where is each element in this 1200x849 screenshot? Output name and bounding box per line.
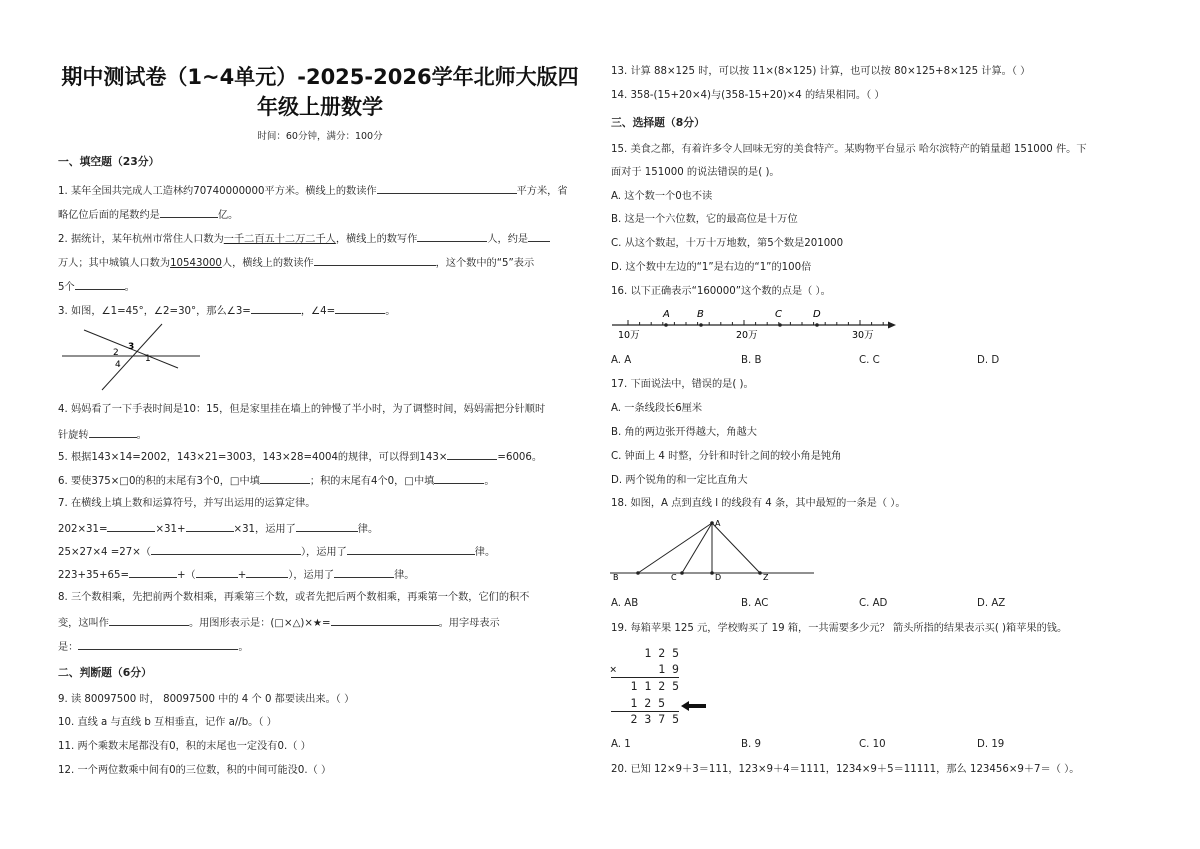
- answer-blank[interactable]: [417, 231, 487, 242]
- q17-option-b[interactable]: B. 角的两边张开得越大，角越大: [611, 427, 757, 438]
- answer-blank[interactable]: [160, 207, 218, 218]
- question-16: 16. 以下正确表示“160000”这个数的点是（ ）。: [611, 286, 831, 297]
- answer-blank[interactable]: [331, 615, 439, 626]
- q8-text-a: 8. 三个数相乘，先把前两个数相乘，再乘第三个数，或者先把后两个数相乘，再乘第一个数，它们的积不: [58, 592, 530, 603]
- question-7: [58, 497, 315, 511]
- number-line-point-b: [699, 323, 703, 327]
- q19-option-c[interactable]: C. 10: [859, 739, 886, 750]
- label-d: D: [715, 573, 722, 582]
- tick-label-30wan: 30万: [852, 330, 874, 341]
- question-13: 13. 计算 88×125 时，可以按 11×(8×125) 计算，也可以按 80×125+8×125 计算。（ ）: [611, 66, 1031, 77]
- final-product: 2 3 7 5: [630, 712, 679, 726]
- page-title-line2: 年级上册数学: [257, 95, 383, 119]
- q7-r2-text-c: 律。: [474, 547, 496, 558]
- angle-label-4: 4: [115, 360, 121, 370]
- answer-blank[interactable]: [334, 567, 394, 578]
- q16-option-c[interactable]: C. C: [859, 355, 880, 366]
- segment-ac: [682, 523, 712, 573]
- multiplier: × 1 9: [609, 662, 679, 676]
- angle-figure: [58, 322, 208, 394]
- question-3: [58, 303, 395, 319]
- label-c: C: [671, 573, 677, 582]
- answer-blank[interactable]: [107, 521, 155, 532]
- q17-option-c[interactable]: C. 钟面上 4 时整，分针和时针之间的较小角是钝角: [611, 451, 842, 462]
- q3-text-c: 。: [385, 306, 396, 317]
- segment-az: [712, 523, 760, 573]
- answer-blank[interactable]: [196, 567, 238, 578]
- question-8-cont2: [58, 639, 249, 655]
- question-9: 9. 读 80097500 时， 80097500 中的 4 个 0 都要读出来。（ ）: [58, 694, 355, 705]
- q2-text-h: 。: [124, 282, 135, 293]
- angle-label-2: 2: [113, 348, 119, 358]
- question-1: [58, 183, 568, 199]
- q2-text-d: 万人；其中城镇人口数为: [58, 258, 171, 269]
- q4-text-c: 。: [136, 430, 147, 441]
- q7-r3-text-a: 223+35+65=: [58, 570, 129, 581]
- number-line-point-d: [815, 323, 819, 327]
- point-line-figure: [608, 516, 818, 586]
- question-4-cont: [58, 427, 147, 443]
- q7-r3-text-c: +: [237, 570, 247, 581]
- answer-blank[interactable]: [151, 544, 301, 555]
- question-18: 18. 如图，A 点到直线 l 的线段有 4 条，其中最短的一条是（ ）。: [611, 498, 906, 509]
- label-z: Z: [763, 573, 769, 582]
- q18-option-a[interactable]: A. AB: [611, 598, 639, 609]
- multiplication-rule: [611, 677, 679, 678]
- answer-blank[interactable]: [314, 255, 436, 266]
- q18-option-d[interactable]: D. AZ: [977, 598, 1006, 609]
- q7-text-a: 7. 在横线上填上数和运算符号，并写出运用的运算定律。: [58, 498, 316, 509]
- exam-time-info: 时间：60分钟，满分：100分: [257, 131, 383, 142]
- q19-option-b[interactable]: B. 9: [741, 739, 761, 750]
- answer-blank[interactable]: [296, 521, 358, 532]
- partial-product-1: 1 1 2 5: [630, 679, 679, 693]
- question-12: 12. 一个两位数乘中间有0的三位数，积的中间可能没0.（ ）: [58, 765, 332, 776]
- q15-option-b[interactable]: B. 这是一个六位数，它的最高位是十万位: [611, 214, 798, 225]
- q16-option-b[interactable]: B. B: [741, 355, 762, 366]
- tick-label-20wan: 20万: [736, 330, 758, 341]
- q1-text-c: 略亿位后面的尾数约是: [58, 210, 160, 221]
- q19-option-a[interactable]: A. 1: [611, 739, 631, 750]
- point-z: [758, 571, 762, 575]
- q4-text-b: 针旋转: [58, 430, 89, 441]
- multiplicand: 1 2 5: [644, 646, 679, 660]
- q7-r1-text-c: ×31，运用了: [233, 524, 296, 535]
- point-label-a: A: [663, 309, 670, 320]
- q17-option-d[interactable]: D. 两个锐角的和一定比直角大: [611, 475, 748, 486]
- question-14: 14. 358-(15+20×4)与(358-15+20)×4 的结果相同。（ ）: [611, 90, 885, 101]
- number-line-point-c: [778, 323, 782, 327]
- q17-option-a[interactable]: A. 一条线段长6厘米: [611, 403, 703, 414]
- angle-label-1: 1: [145, 354, 151, 364]
- answer-blank[interactable]: [109, 615, 189, 626]
- q7-r3-text-d: ），运用了: [288, 570, 335, 581]
- section-fill-blank: 一、填空题（23分）: [58, 155, 160, 168]
- question-5: [58, 449, 542, 465]
- q8-text-b: 变，这叫作: [58, 618, 109, 629]
- q8-text-f: 。: [238, 642, 249, 653]
- q3-text-b: ，∠4=: [300, 306, 336, 317]
- answer-blank[interactable]: [251, 303, 301, 314]
- answer-blank[interactable]: [377, 183, 517, 194]
- vertical-multiplication: [611, 646, 711, 728]
- question-20: 20. 已知 12×9＋3＝111，123×9＋4＝1111，1234×9＋5＝11111，那么 123456×9＋7＝（ ）。: [611, 764, 1080, 775]
- question-15-cont: 面对于 151000 的说法错误的是( )。: [611, 167, 780, 178]
- q16-option-d[interactable]: D. D: [977, 355, 1000, 366]
- number-line-point-a: [664, 323, 668, 327]
- question-7-row3: [58, 567, 414, 583]
- q5-text-a: 5. 根据143×14=2002，143×21=3003，143×28=4004的规律，可以得到143×: [58, 452, 448, 463]
- q8-text-d: 。用字母表示: [438, 618, 500, 629]
- point-c: [680, 571, 684, 575]
- question-15: 15. 美食之都，有着许多令人回味无穷的美食特产。某购物平台显示 哈尔滨特产的销量超 151000 件。下: [611, 144, 1087, 155]
- q7-r3-text-e: 律。: [394, 570, 415, 581]
- point-d: [710, 571, 714, 575]
- q7-r2-text-b: ），运用了: [300, 547, 347, 558]
- q1-text-a: 1. 某年全国共完成人工造林约70740000000平方米。横线上的数读作: [58, 186, 377, 197]
- question-6: [58, 473, 495, 489]
- q18-option-b[interactable]: B. AC: [741, 598, 769, 609]
- point-label-b: B: [697, 309, 704, 320]
- question-17: 17. 下面说法中，错误的是( )。: [611, 379, 754, 390]
- question-8: [58, 591, 529, 605]
- q6-text-c: 。: [484, 476, 495, 487]
- segment-ab: [638, 523, 712, 573]
- point-label-c: C: [775, 309, 782, 320]
- axis-arrowhead: [888, 322, 896, 329]
- answer-blank[interactable]: [75, 279, 125, 290]
- q18-option-c[interactable]: C. AD: [859, 598, 888, 609]
- q2-text-g: 5个: [58, 282, 75, 293]
- q7-r3-text-b: +（: [176, 570, 196, 581]
- question-7-row2: [58, 544, 495, 560]
- q2-text-c: 人，约是: [487, 234, 529, 245]
- q7-r1-text-a: 202×31=: [58, 524, 108, 535]
- tick-label-10wan: 10万: [618, 330, 640, 341]
- point-b: [636, 571, 640, 575]
- q7-r1-text-d: 律。: [357, 524, 379, 535]
- q6-text-b: ；积的末尾有4个0，□中填: [309, 476, 435, 487]
- answer-blank[interactable]: [129, 567, 177, 578]
- answer-blank[interactable]: [246, 567, 288, 578]
- q19-option-d[interactable]: D. 19: [977, 739, 1005, 750]
- question-2: [58, 231, 550, 247]
- answer-blank[interactable]: [186, 521, 234, 532]
- q16-option-a[interactable]: A. A: [611, 355, 632, 366]
- q7-r2-text-a: 25×27×4 =27×（: [58, 547, 151, 558]
- partial-product-2: 1 2 5: [630, 696, 665, 710]
- answer-blank[interactable]: [447, 449, 497, 460]
- answer-blank[interactable]: [347, 544, 475, 555]
- q2-underlined-number-2: 10543000: [170, 258, 222, 269]
- section-multiple-choice: 三、选择题（8分）: [611, 116, 705, 129]
- answer-blank[interactable]: [434, 473, 484, 484]
- q2-text-a: 2. 据统计，某年杭州市常住人口数为: [58, 234, 224, 245]
- q3-text-a: 3. 如图，∠1=45°，∠2=30°，那么∠3=: [58, 306, 251, 317]
- question-11: 11. 两个乘数末尾都没有0，积的末尾也一定没有0.（ ）: [58, 741, 311, 752]
- slanted-line-2: [102, 324, 162, 390]
- answer-blank[interactable]: [528, 231, 550, 242]
- point-label-d: D: [813, 309, 821, 320]
- answer-blank[interactable]: [89, 427, 137, 438]
- question-4: [58, 403, 545, 417]
- arrow-left-icon: [680, 699, 708, 713]
- q2-text-f: ，这个数中的“5”表示: [435, 258, 535, 269]
- q15-option-a[interactable]: A. 这个数一个0也不读: [611, 191, 713, 202]
- question-1-cont: [58, 207, 238, 223]
- question-7-row1: [58, 521, 378, 537]
- question-2-cont: [58, 255, 534, 271]
- answer-blank[interactable]: [260, 473, 310, 484]
- answer-blank[interactable]: [335, 303, 385, 314]
- label-a: A: [715, 519, 721, 528]
- question-8-cont: [58, 615, 500, 631]
- question-19: 19. 每箱苹果 125 元，学校购买了 19 箱，一共需要多少元？ 箭头所指的结果表示买( )箱苹果的钱。: [611, 623, 1068, 634]
- q1-text-d: 亿。: [217, 210, 239, 221]
- number-line-figure: [608, 304, 904, 344]
- q2-underlined-number: 一千二百五十二万二千人: [223, 234, 336, 245]
- point-a: [710, 521, 714, 525]
- page-title: 期中测试卷（1~4单元）-2025-2026学年北师大版四: [61, 65, 579, 89]
- q8-text-c: 。用图形表示是：(□×△)×★=: [188, 618, 331, 629]
- q5-text-b: =6006。: [497, 452, 543, 463]
- number-line-ticks: [628, 320, 883, 327]
- q2-text-e: 人，横线上的数读作: [221, 258, 314, 269]
- q6-text-a: 6. 要使375×□0的积的末尾有3个0，□中填: [58, 476, 260, 487]
- answer-blank[interactable]: [78, 639, 238, 650]
- angle-label-3: 3: [128, 342, 135, 352]
- q4-text-a: 4. 妈妈看了一下手表时间是10：15，但是家里挂在墙上的钟慢了半小时，为了调整时间，妈妈需把分针顺时: [58, 404, 546, 415]
- q15-option-c[interactable]: C. 从这个数起，十万十万地数，第5个数是201000: [611, 238, 844, 249]
- q8-text-e: 是：: [58, 642, 79, 653]
- label-b: B: [613, 573, 619, 582]
- section-true-false: 二、判断题（6分）: [58, 666, 152, 679]
- question-2-cont2: [58, 279, 135, 295]
- q15-option-d[interactable]: D. 这个数中左边的“1”是右边的“1”的100倍: [611, 262, 812, 273]
- question-10: 10. 直线 a 与直线 b 互相垂直，记作 a//b。（ ）: [58, 717, 277, 728]
- q7-r1-text-b: ×31+: [155, 524, 186, 535]
- q1-text-b: 平方米，省: [516, 186, 568, 197]
- q2-text-b: ，横线上的数写作: [335, 234, 418, 245]
